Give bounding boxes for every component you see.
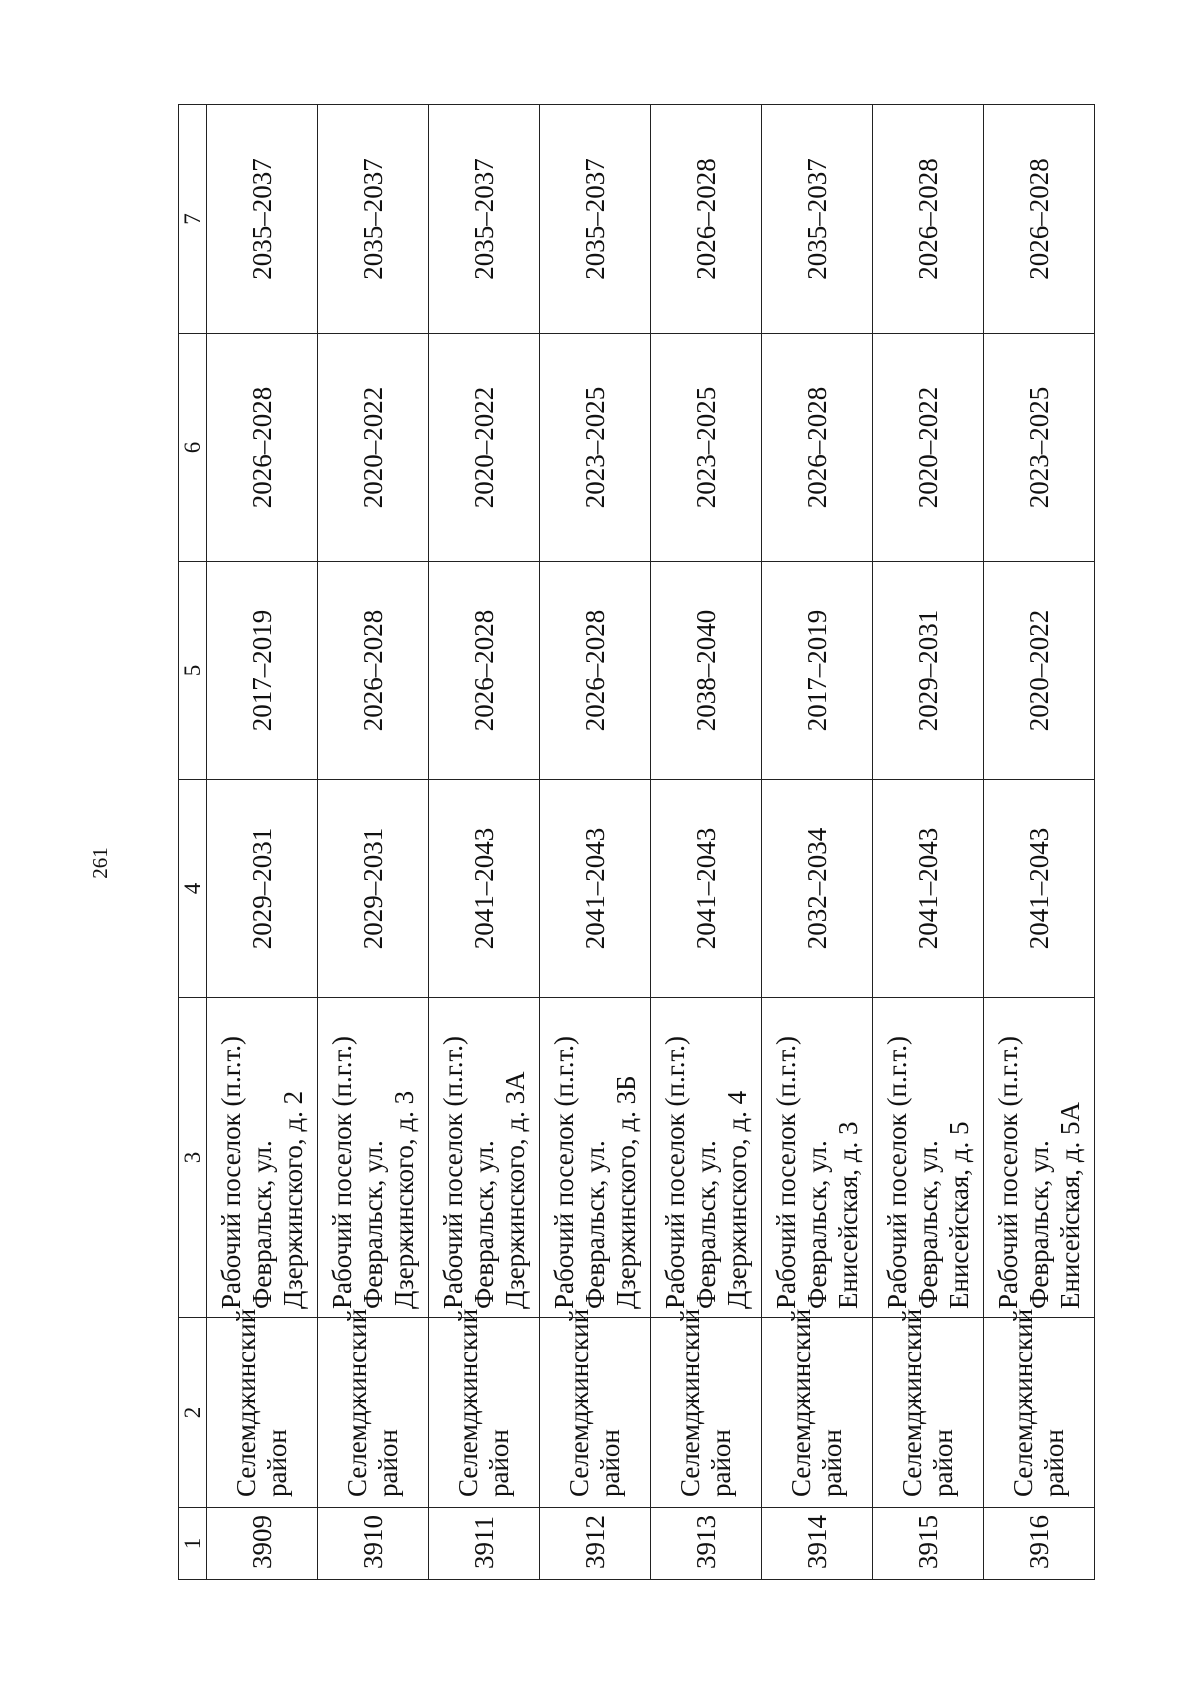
rotated-page [178, 105, 1085, 1580]
table-row [207, 105, 318, 1580]
period-col6-cell: 2026–2028 [762, 334, 873, 562]
period-col4-cell: 2041–2043 [873, 780, 984, 998]
period-col6-cell: 2020–2022 [318, 334, 429, 562]
period-col5-cell: 2026–2028 [540, 562, 651, 780]
address-cell: Рабочий поселок (п.г.т.) Февральск, ул. Дзержинского, д. 3А [429, 998, 540, 1318]
address-cell: Рабочий поселок (п.г.т.) Февральск, ул. Енисейская, д. 5А [984, 998, 1095, 1318]
district-cell: Селемджинский район [207, 1318, 318, 1508]
period-col5-cell: 2017–2019 [207, 562, 318, 780]
period-col4-cell: 2029–2031 [207, 780, 318, 998]
period-col6-cell: 2023–2025 [540, 334, 651, 562]
column-number-5: 5 [179, 562, 207, 780]
period-col6-cell: 2020–2022 [873, 334, 984, 562]
table-row [318, 105, 429, 1580]
row-number-cell: 3915 [873, 1508, 984, 1580]
district-cell: Селемджинский район [984, 1318, 1095, 1508]
period-col5-cell: 2017–2019 [762, 562, 873, 780]
period-col7-cell: 2035–2037 [207, 105, 318, 334]
period-col5-cell: 2026–2028 [318, 562, 429, 780]
period-col5-cell: 2038–2040 [651, 562, 762, 780]
schedule-table [178, 104, 1095, 1580]
district-cell: Селемджинский район [873, 1318, 984, 1508]
period-col4-cell: 2041–2043 [540, 780, 651, 998]
address-cell: Рабочий поселок (п.г.т.) Февральск, ул. Енисейская, д. 5 [873, 998, 984, 1318]
row-number-cell: 3912 [540, 1508, 651, 1580]
address-cell: Рабочий поселок (п.г.т.) Февральск, ул. Енисейская, д. 3 [762, 998, 873, 1318]
period-col4-cell: 2041–2043 [984, 780, 1095, 998]
period-col4-cell: 2041–2043 [429, 780, 540, 998]
district-cell: Селемджинский район [762, 1318, 873, 1508]
period-col4-cell: 2041–2043 [651, 780, 762, 998]
period-col4-cell: 2029–2031 [318, 780, 429, 998]
period-col4-cell: 2032–2034 [762, 780, 873, 998]
row-number-cell: 3913 [651, 1508, 762, 1580]
period-col6-cell: 2023–2025 [651, 334, 762, 562]
period-col7-cell: 2035–2037 [318, 105, 429, 334]
column-number-3: 3 [179, 998, 207, 1318]
period-col5-cell: 2029–2031 [873, 562, 984, 780]
period-col5-cell: 2020–2022 [984, 562, 1095, 780]
period-col6-cell: 2020–2022 [429, 334, 540, 562]
address-cell: Рабочий поселок (п.г.т.) Февральск, ул. Дзержинского, д. 3 [318, 998, 429, 1318]
table-row [984, 105, 1095, 1580]
district-cell: Селемджинский район [651, 1318, 762, 1508]
district-cell: Селемджинский район [318, 1318, 429, 1508]
address-cell: Рабочий поселок (п.г.т.) Февральск, ул. Дзержинского, д. 2 [207, 998, 318, 1318]
period-col7-cell: 2035–2037 [429, 105, 540, 334]
row-number-cell: 3909 [207, 1508, 318, 1580]
period-col6-cell: 2026–2028 [207, 334, 318, 562]
table-row [873, 105, 984, 1580]
column-number-2: 2 [179, 1318, 207, 1508]
period-col5-cell: 2026–2028 [429, 562, 540, 780]
row-number-cell: 3910 [318, 1508, 429, 1580]
column-number-4: 4 [179, 780, 207, 998]
period-col7-cell: 2026–2028 [984, 105, 1095, 334]
column-number-1: 1 [179, 1508, 207, 1580]
district-cell: Селемджинский район [540, 1318, 651, 1508]
table-row [651, 105, 762, 1580]
period-col7-cell: 2035–2037 [762, 105, 873, 334]
page-number: 261 [88, 847, 112, 879]
row-number-cell: 3916 [984, 1508, 1095, 1580]
address-cell: Рабочий поселок (п.г.т.) Февральск, ул. Дзержинского, д. 4 [651, 998, 762, 1318]
district-cell: Селемджинский район [429, 1318, 540, 1508]
period-col7-cell: 2026–2028 [651, 105, 762, 334]
period-col6-cell: 2023–2025 [984, 334, 1095, 562]
address-cell: Рабочий поселок (п.г.т.) Февральск, ул. Дзержинского, д. 3Б [540, 998, 651, 1318]
period-col7-cell: 2035–2037 [540, 105, 651, 334]
table-row [429, 105, 540, 1580]
table-row [540, 105, 651, 1580]
row-number-cell: 3911 [429, 1508, 540, 1580]
column-number-6: 6 [179, 334, 207, 562]
table-row [762, 105, 873, 1580]
row-number-cell: 3914 [762, 1508, 873, 1580]
column-number-7: 7 [179, 105, 207, 334]
column-number-row [179, 105, 207, 1580]
period-col7-cell: 2026–2028 [873, 105, 984, 334]
